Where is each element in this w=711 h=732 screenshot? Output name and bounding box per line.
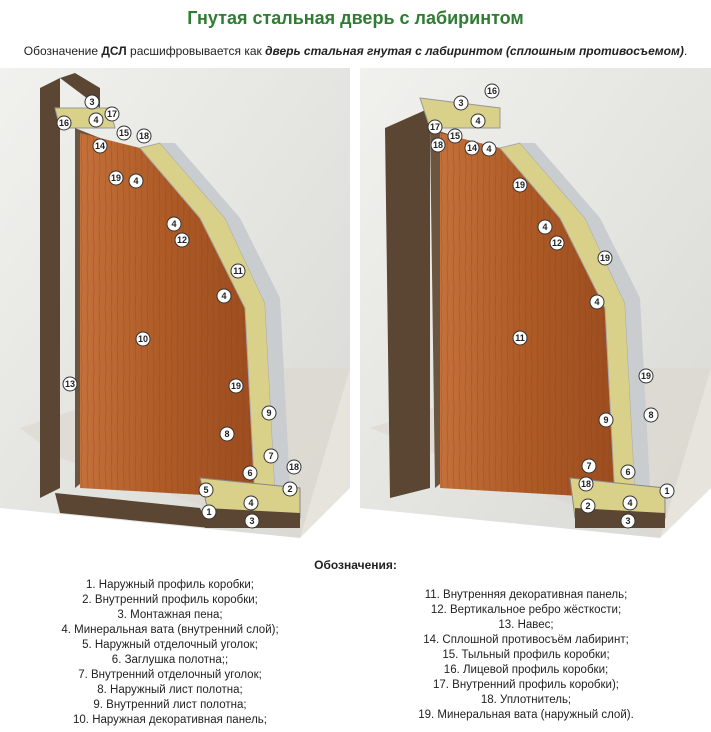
svg-text:6: 6 (625, 467, 631, 477)
svg-text:9: 9 (266, 408, 272, 418)
svg-text:2: 2 (585, 501, 591, 511)
callout-marker (644, 408, 658, 422)
callout-marker (117, 126, 131, 140)
svg-text:4: 4 (171, 219, 177, 229)
callout-marker (448, 129, 462, 143)
legend-item: 7. Внутренний отделочный уголок; (78, 669, 262, 681)
callout-marker (465, 141, 479, 155)
svg-text:18: 18 (580, 479, 592, 489)
svg-text:5: 5 (203, 485, 209, 495)
legend-item: 9. Внутренний лист полотна; (93, 699, 247, 711)
callout-marker (513, 331, 527, 345)
svg-text:4: 4 (594, 297, 600, 307)
legend-item: 19. Минеральная вата (наружный слой). (418, 709, 634, 721)
svg-text:16: 16 (486, 86, 498, 96)
svg-text:4: 4 (627, 498, 633, 508)
callout-marker (471, 114, 485, 128)
right-door-illustration (360, 68, 711, 538)
legend-item: 14. Сплошной противосъём лабиринт; (423, 634, 629, 646)
callout-marker (660, 484, 674, 498)
legend-item: 8. Наружный лист полотна; (97, 684, 243, 696)
svg-text:19: 19 (230, 381, 242, 391)
svg-text:6: 6 (247, 468, 253, 478)
door-cross-section-illustration (0, 68, 711, 558)
intro-prefix: Обозначение (23, 44, 102, 58)
svg-text:1: 1 (664, 486, 670, 496)
svg-text:14: 14 (466, 143, 478, 153)
callout-marker (175, 233, 189, 247)
callout-marker (639, 369, 653, 383)
svg-text:18: 18 (138, 131, 150, 141)
callout-marker (244, 496, 258, 510)
svg-text:17: 17 (429, 122, 441, 132)
callout-marker (428, 120, 442, 134)
svg-text:12: 12 (176, 235, 188, 245)
callout-marker (231, 264, 245, 278)
callout-marker (482, 142, 496, 156)
callout-marker (264, 449, 278, 463)
svg-text:18: 18 (432, 140, 444, 150)
callout-marker (485, 84, 499, 98)
callout-marker (217, 289, 231, 303)
callout-marker (109, 171, 123, 185)
svg-text:16: 16 (58, 118, 70, 128)
callout-marker (579, 477, 593, 491)
svg-text:4: 4 (486, 144, 492, 154)
svg-text:10: 10 (137, 334, 149, 344)
svg-text:4: 4 (221, 291, 227, 301)
svg-text:11: 11 (233, 266, 243, 276)
svg-text:15: 15 (118, 128, 130, 138)
svg-text:14: 14 (94, 141, 106, 151)
svg-text:19: 19 (514, 180, 526, 190)
legend-item: 12. Вертикальное ребро жёсткости; (430, 604, 622, 616)
svg-text:13: 13 (64, 379, 76, 389)
legend-item: 13. Навес; (498, 619, 554, 631)
callout-marker (431, 138, 445, 152)
svg-text:8: 8 (224, 429, 230, 439)
callout-marker (245, 514, 259, 528)
legend-item: 18. Уплотнитель; (480, 694, 572, 706)
legend-item: 3. Монтажная пена; (117, 609, 223, 621)
callout-marker (167, 217, 181, 231)
callout-marker (283, 482, 297, 496)
legend-item: 4. Минеральная вата (внутренний слой); (61, 624, 279, 636)
page-title: Гнутая стальная дверь с лабиринтом (187, 8, 524, 28)
svg-text:4: 4 (542, 222, 548, 232)
legend-list-right (376, 588, 676, 723)
svg-text:2: 2 (287, 484, 293, 494)
callout-marker (199, 483, 213, 497)
legend-item: 11. Внутренняя декоративная панель; (424, 589, 628, 601)
callout-marker (454, 96, 468, 110)
callout-marker (590, 295, 604, 309)
legend-item: 10. Наружная декоративная панель; (73, 714, 267, 726)
legend-item: 16. Лицевой профиль коробки; (443, 664, 609, 676)
svg-text:4: 4 (133, 176, 139, 186)
callout-marker (538, 220, 552, 234)
svg-text:12: 12 (551, 238, 563, 248)
svg-text:9: 9 (603, 415, 609, 425)
callout-marker (136, 332, 150, 346)
intro-code: ДСЛ (101, 44, 127, 58)
svg-text:11: 11 (515, 333, 525, 343)
callout-marker (137, 129, 151, 143)
callout-marker (621, 514, 635, 528)
legend-item: 6. Заглушка полотна;; (111, 654, 229, 666)
legend-item: 17. Внутренний профиль коробки); (433, 679, 619, 691)
legend-item: 15. Тыльный профиль коробки; (442, 649, 610, 661)
svg-text:7: 7 (268, 451, 274, 461)
svg-text:19: 19 (640, 371, 652, 381)
callout-marker (581, 499, 595, 513)
svg-text:15: 15 (449, 131, 461, 141)
svg-text:3: 3 (458, 98, 464, 108)
svg-text:17: 17 (106, 109, 118, 119)
svg-text:4: 4 (475, 116, 481, 126)
callout-marker (621, 465, 635, 479)
callout-marker (599, 413, 613, 427)
callout-marker (229, 379, 243, 393)
intro-middle: расшифровывается как (126, 44, 266, 58)
intro-emphasis: дверь стальная гнутая с лабиринтом (сплошным противосъемом) (265, 44, 684, 58)
legend-item: 5. Наружный отделочный уголок; (82, 639, 258, 651)
svg-text:1: 1 (206, 507, 212, 517)
callout-marker (63, 377, 77, 391)
callout-marker (89, 113, 103, 127)
callout-marker (93, 139, 107, 153)
svg-text:3: 3 (89, 97, 95, 107)
callout-marker (243, 466, 257, 480)
callout-marker (582, 459, 596, 473)
svg-text:4: 4 (93, 115, 99, 125)
callout-marker (623, 496, 637, 510)
svg-text:3: 3 (625, 516, 631, 526)
callout-marker (513, 178, 527, 192)
callout-marker (262, 406, 276, 420)
callout-marker (550, 236, 564, 250)
callout-marker (202, 505, 216, 519)
callout-marker (85, 95, 99, 109)
svg-text:8: 8 (648, 410, 654, 420)
svg-text:3: 3 (249, 516, 255, 526)
callout-marker (105, 107, 119, 121)
svg-text:4: 4 (248, 498, 254, 508)
svg-text:19: 19 (110, 173, 122, 183)
legend-list-left (20, 578, 320, 728)
callout-marker (598, 251, 612, 265)
svg-text:7: 7 (586, 461, 592, 471)
intro-text (0, 44, 711, 58)
legend-item: 1. Наружный профиль коробки; (86, 579, 254, 591)
callout-marker (220, 427, 234, 441)
legend-item: 2. Внутренний профиль коробки; (82, 594, 258, 606)
legend-heading: Обозначения: (314, 558, 397, 572)
callout-marker (287, 460, 301, 474)
callout-marker (57, 116, 71, 130)
intro-suffix: . (683, 44, 688, 58)
callout-marker (129, 174, 143, 188)
svg-text:19: 19 (599, 253, 611, 263)
svg-text:18: 18 (288, 462, 300, 472)
